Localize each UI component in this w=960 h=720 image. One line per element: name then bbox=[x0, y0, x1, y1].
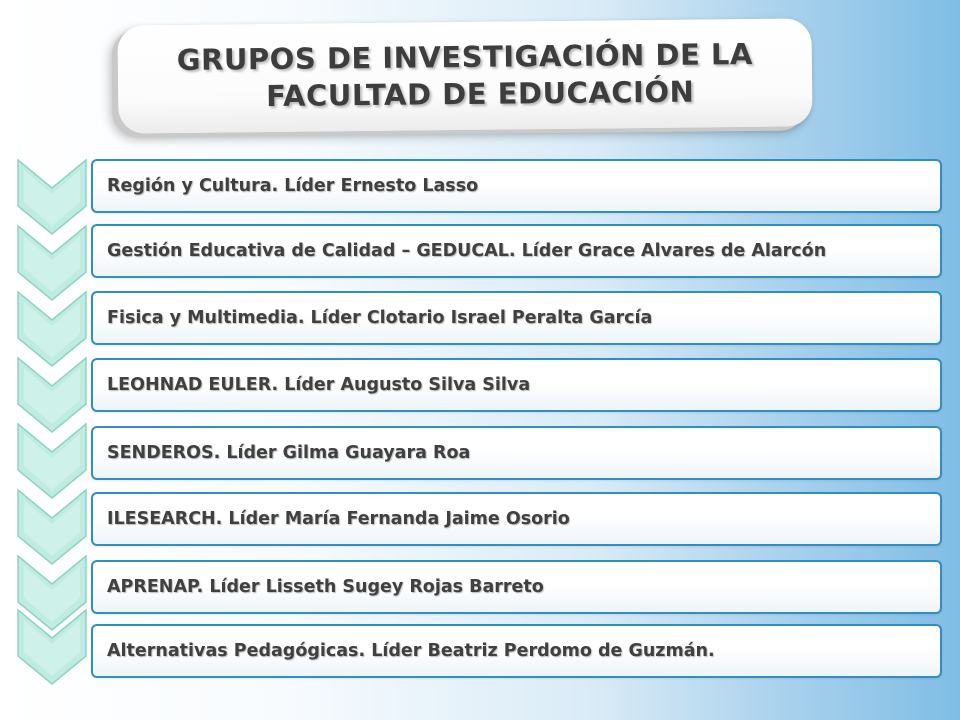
research-group-item bbox=[91, 492, 942, 546]
chevron-down-icon bbox=[16, 602, 88, 692]
research-group-label: Región y Cultura. Líder Ernesto Lasso bbox=[107, 176, 479, 196]
research-group-item bbox=[91, 291, 942, 345]
research-group-item bbox=[91, 560, 942, 614]
research-group-label: Gestión Educativa de Calidad – GEDUCAL. Líder Grace Alvares de Alarcón bbox=[107, 241, 827, 261]
research-group-item bbox=[91, 358, 942, 412]
research-group-label: Fisica y Multimedia. Líder Clotario Israel Peralta García bbox=[107, 308, 653, 328]
title-box bbox=[117, 18, 812, 133]
chevron-column bbox=[16, 152, 88, 692]
research-group-item bbox=[91, 159, 942, 213]
title-line-2: FACULTAD DE EDUCACIÓN bbox=[265, 74, 695, 114]
research-group-label: Alternativas Pedagógicas. Líder Beatriz Perdomo de Guzmán. bbox=[107, 641, 715, 661]
research-group-label: SENDEROS. Líder Gilma Guayara Roa bbox=[107, 443, 471, 463]
research-group-label: APRENAP. Líder Lisseth Sugey Rojas Barreto bbox=[107, 577, 544, 597]
research-group-item bbox=[91, 624, 942, 678]
title-line-1: GRUPOS DE INVESTIGACIÓN DE LA bbox=[176, 36, 753, 78]
research-group-item bbox=[91, 426, 942, 480]
research-group-label: LEOHNAD EULER. Líder Augusto Silva Silva bbox=[107, 375, 531, 395]
research-group-label: ILESEARCH. Líder María Fernanda Jaime Osorio bbox=[107, 509, 570, 529]
research-group-item bbox=[91, 224, 942, 278]
